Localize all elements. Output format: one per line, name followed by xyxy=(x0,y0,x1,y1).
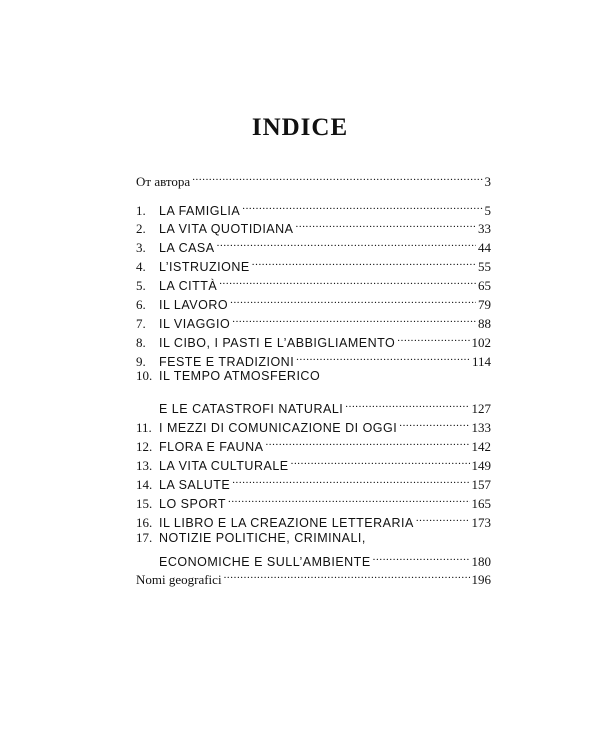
toc-entry xyxy=(136,348,491,369)
dot-leader xyxy=(416,509,470,527)
toc-entry-number: 4. xyxy=(136,259,146,274)
toc-entry-page-number: 180 xyxy=(471,554,491,569)
toc-entry-number: 7. xyxy=(136,316,146,331)
toc-entry xyxy=(136,395,491,416)
toc-entry xyxy=(136,329,491,350)
dot-leader xyxy=(291,452,470,470)
toc-entry xyxy=(136,509,491,530)
toc-entry xyxy=(136,490,491,511)
dot-leader xyxy=(217,234,476,252)
dot-leader xyxy=(230,291,476,309)
dot-leader xyxy=(296,348,470,366)
dot-leader xyxy=(224,566,470,584)
toc-entry-title-line1: NOTIZIE POLITICHE, CRIMINALI, xyxy=(159,531,366,545)
toc-entry-title: FLORA E FAUNA xyxy=(159,440,264,454)
dot-leader xyxy=(252,253,476,271)
toc-entry-title: От автора xyxy=(136,174,191,189)
toc-entry xyxy=(136,471,491,492)
dot-leader xyxy=(399,414,469,432)
toc-entry-title: LA CITTÀ xyxy=(159,279,218,293)
toc-entry-page-number: 55 xyxy=(478,259,491,274)
dot-leader xyxy=(373,548,470,566)
toc-entry-title: ECONOMICHE E SULL’AMBIENTE xyxy=(159,555,371,569)
toc-entry-title: IL LIBRO E LA CREAZIONE LETTERARIA xyxy=(159,516,414,530)
toc-entry-page-number: 65 xyxy=(478,278,491,293)
toc-entry-title: IL LAVORO xyxy=(159,298,229,312)
toc-entry-title-line1: IL TEMPO ATMOSFERICO xyxy=(159,369,321,383)
dot-leader xyxy=(345,395,469,413)
toc-entry-page-number: 173 xyxy=(471,515,491,530)
dot-leader xyxy=(232,310,476,328)
toc-entry-number: 17. xyxy=(136,530,153,545)
toc-entry-page-number: 79 xyxy=(478,297,491,312)
toc-entry-page-number: 165 xyxy=(471,496,491,511)
toc-entry-title: LA SALUTE xyxy=(159,478,231,492)
dot-leader xyxy=(219,272,476,290)
dot-leader xyxy=(296,215,477,233)
page-title: INDICE xyxy=(251,114,349,141)
toc-entry xyxy=(136,253,491,274)
toc-entry-page-number: 157 xyxy=(471,477,491,492)
toc-entry-title: E LE CATASTROFI NATURALI xyxy=(159,402,344,416)
toc-entry-number: 3. xyxy=(136,240,146,255)
toc-entry-number: 13. xyxy=(136,458,153,473)
toc-entry-title: IL CIBO, I PASTI E L’ABBIGLIAMENTO xyxy=(159,336,396,350)
toc-entry-number: 11. xyxy=(136,420,152,435)
toc-entry xyxy=(136,234,491,255)
toc-entry-number: 15. xyxy=(136,496,153,511)
toc-entry-title: FESTE E TRADIZIONI xyxy=(159,355,295,369)
toc-entry xyxy=(136,168,491,189)
toc-entry-page-number: 44 xyxy=(478,240,491,255)
toc-entry-number: 6. xyxy=(136,297,146,312)
toc-entry-title: Nomi geografici xyxy=(136,572,222,587)
toc-entry-title: IL VIAGGIO xyxy=(159,317,231,331)
dot-leader xyxy=(232,471,469,489)
toc-entry-title: LO SPORT xyxy=(159,497,226,511)
toc-entry xyxy=(136,291,491,312)
toc-entry-number: 2. xyxy=(136,221,146,236)
toc-entry-number: 1. xyxy=(136,203,146,218)
toc-entry-title: LA FAMIGLIA xyxy=(159,204,241,218)
toc-entry-number: 16. xyxy=(136,515,153,530)
toc-entry-title: LA VITA CULTURALE xyxy=(159,459,289,473)
toc-entry-page-number: 102 xyxy=(471,335,491,350)
dot-leader xyxy=(228,490,470,508)
toc-entry-title: LA VITA QUOTIDIANA xyxy=(159,222,294,236)
toc-entry-page-number: 114 xyxy=(471,354,491,369)
toc-entry xyxy=(136,414,491,435)
dot-leader xyxy=(265,433,469,451)
toc-entry-number: 14. xyxy=(136,477,153,492)
toc-entry xyxy=(136,452,491,473)
toc-entry-number: 5. xyxy=(136,278,146,293)
toc-entry-number: 10. xyxy=(136,368,153,383)
toc-entry-page-number: 3 xyxy=(484,174,491,189)
toc-entry-title: L’ISTRUZIONE xyxy=(159,260,250,274)
toc-entry-title: LA CASA xyxy=(159,241,215,255)
toc-entry-page-number: 149 xyxy=(471,458,491,473)
toc-entry xyxy=(136,197,491,218)
toc-entry-page-number: 127 xyxy=(471,401,491,416)
toc-entry-page-number: 142 xyxy=(471,439,491,454)
dot-leader xyxy=(242,197,482,215)
toc-entry-page-number: 196 xyxy=(471,572,491,587)
toc-entry-page-number: 88 xyxy=(478,316,491,331)
toc-entry xyxy=(136,566,491,587)
toc-entry-page-number: 5 xyxy=(484,203,491,218)
toc-entry-page-number: 33 xyxy=(478,221,491,236)
toc-entry xyxy=(136,548,491,569)
dot-leader xyxy=(192,168,482,186)
dot-leader xyxy=(397,329,469,347)
toc-entry xyxy=(136,272,491,293)
toc-entry xyxy=(136,433,491,454)
toc-entry-title: I MEZZI DI COMUNICAZIONE DI OGGI xyxy=(159,421,398,435)
toc-entry-number: 8. xyxy=(136,335,146,350)
toc-entry-number: 12. xyxy=(136,439,153,454)
toc-entry-number: 9. xyxy=(136,354,146,369)
toc-entry xyxy=(136,310,491,331)
toc-entry xyxy=(136,215,491,236)
toc-entry-page-number: 133 xyxy=(471,420,491,435)
